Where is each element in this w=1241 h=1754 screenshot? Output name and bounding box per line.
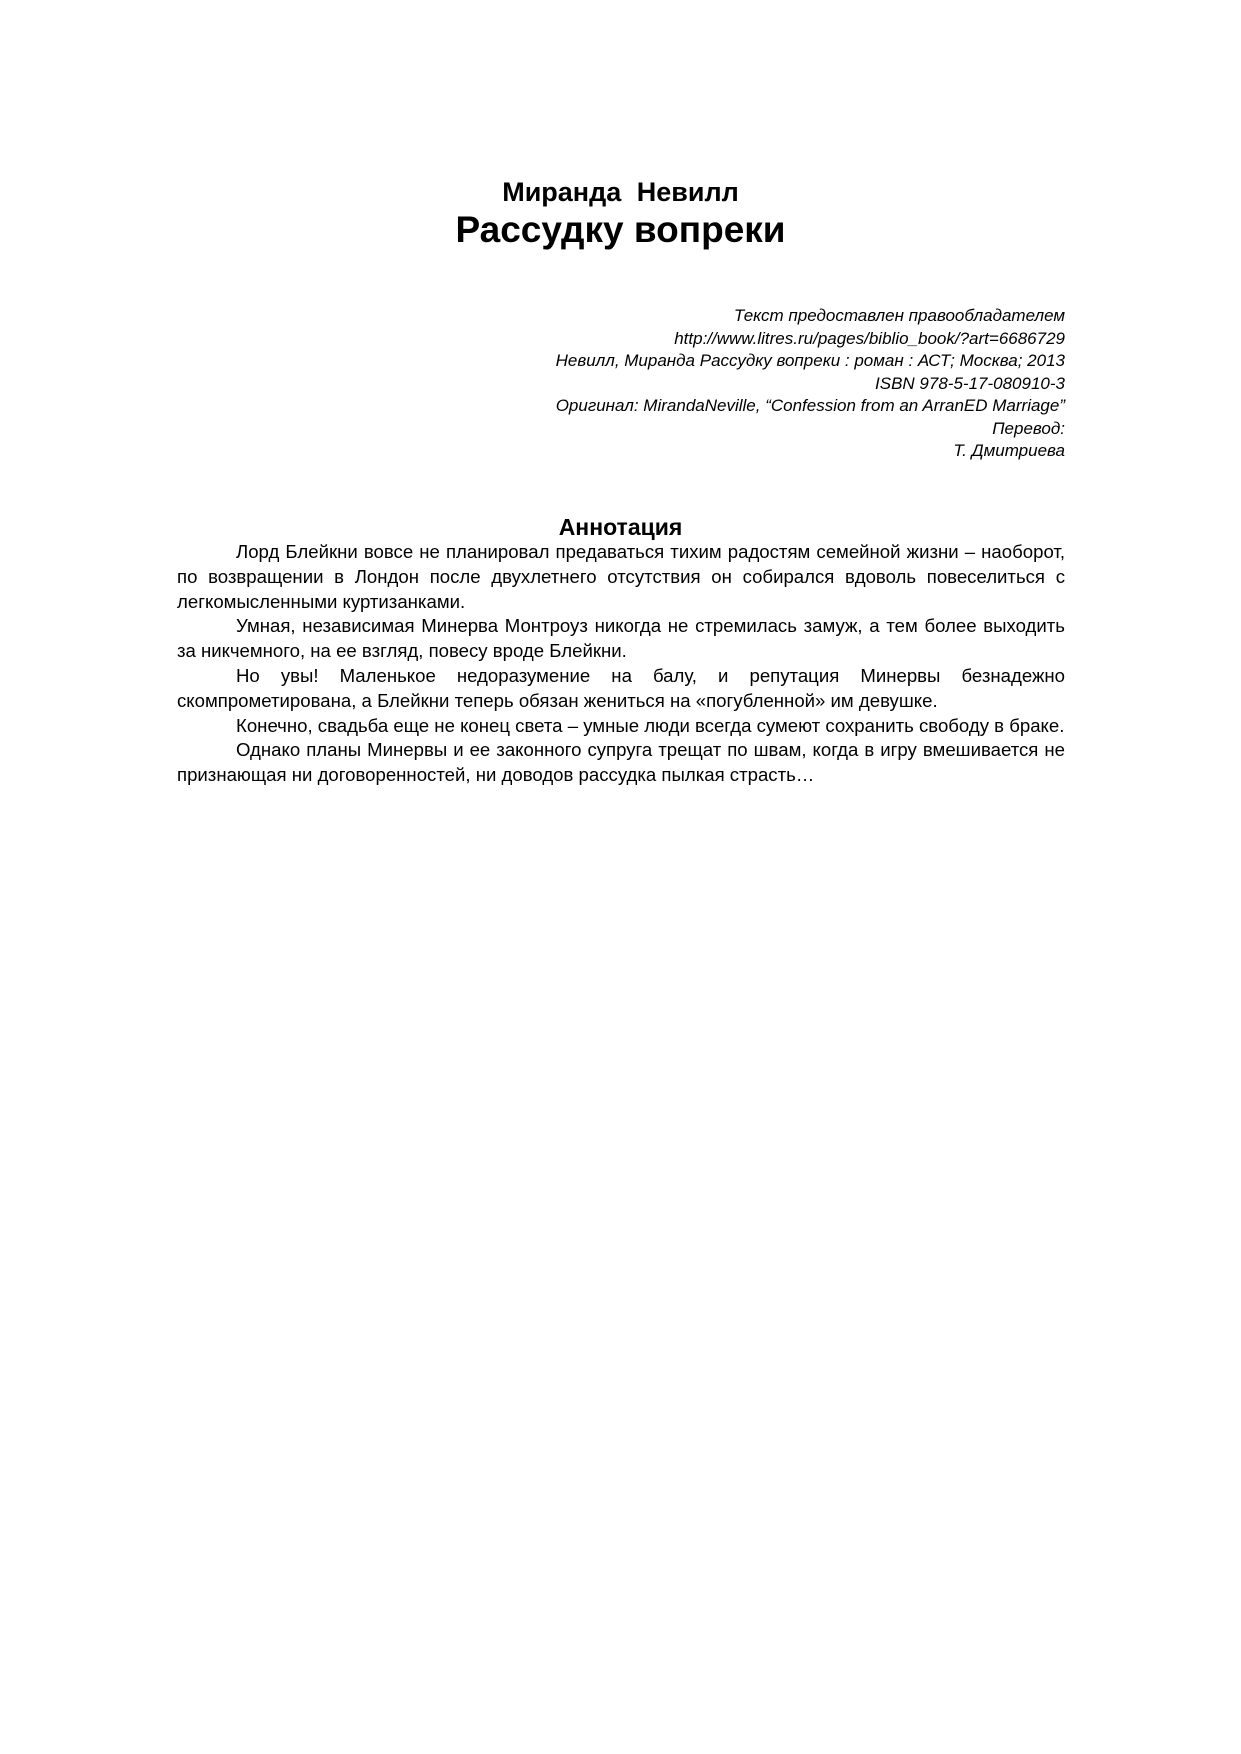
annotation-paragraph: Однако планы Минервы и ее законного супруга трещат по швам, когда в игру вмешивается не признающая ни договоренностей, ни доводов рассудка пылкая страсть… [177,739,1065,786]
annotation-paragraph: Умная, независимая Минерва Монтроуз никогда не стремилась замуж, а тем более выходить за никчемного, на ее взгляд, повесу вроде Блейкни. [177,615,1065,662]
meta-line-translation-label: Перевод: [992,418,1065,438]
meta-line-isbn: ISBN 978-5-17-080910-3 [875,373,1065,393]
meta-line-bibliographic: Невилл, Миранда Рассудку вопреки : роман : АСТ; Москва; 2013 [555,351,1065,370]
publication-info [345,305,1065,463]
annotation-paragraph: Но увы! Маленькое недоразумение на балу, и репутация Минервы безнадежно скомпрометирована, а Блейкни теперь обязан жениться на «погубленной» им девушке. [177,664,1065,711]
annotation-paragraph: Лорд Блейкни вовсе не планировал предаваться тихим радостям семейной жизни – наоборот, по возвращении в Лондон после двухлетнего отсутствия он собирался вдоволь повеселиться с легкомысленными куртизанками. [177,541,1065,612]
book-author: Миранда Невилл [502,177,739,207]
meta-line-original: Оригинал: MirandaNeville, “Confession from an ArranED Marriage” [555,396,1065,415]
annotation-heading: Аннотация [558,514,683,540]
meta-line-copyright: Текст предоставлен правообладателем [733,306,1065,325]
meta-line-translator: Т. Дмитриева [953,441,1065,460]
meta-line-url: http://www.litres.ru/pages/biblio_book/?art=6686729 [674,328,1065,348]
annotation-paragraph: Конечно, свадьба еще не конец света – умные люди всегда сумеют сохранить свободу в браке. [236,714,1065,736]
annotation-body [177,540,1065,788]
book-title: Рассудку вопреки [455,209,786,250]
